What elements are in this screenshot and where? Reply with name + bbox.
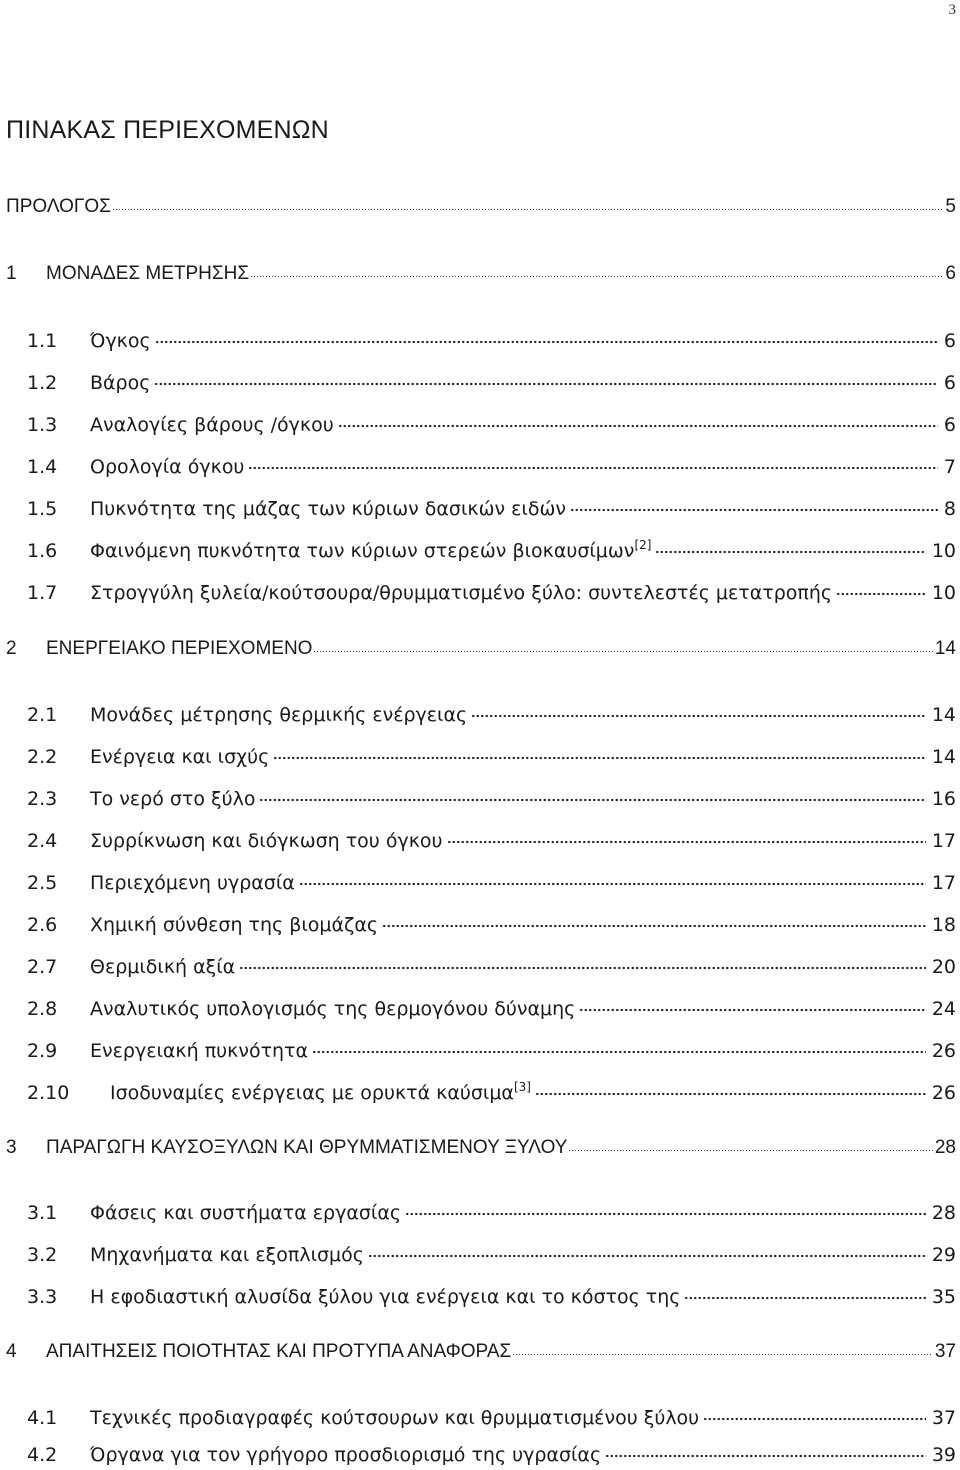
toc-entry-label [110,1082,531,1104]
toc-entry-label-text: Ισοδυναμίες ενέργειας με ορυκτά καύσιμα [110,1082,514,1104]
toc-entry-page: 18 [931,914,956,936]
toc-entry-page: 17 [931,872,956,894]
toc-entry-number: 2 [6,638,17,659]
dot-leader [405,1211,926,1217]
toc-entry-2-1[interactable] [0,692,956,726]
toc-entry-page: 6 [943,372,956,394]
toc-entry-label: Βάρος [90,372,151,394]
dot-leader [512,1353,933,1357]
toc-entry-number: 1 [6,263,17,284]
toc-chapter-3[interactable] [0,1125,956,1159]
toc-entry-page: 37 [934,1341,956,1362]
toc-entry-1-3[interactable] [0,402,956,436]
toc-entry-label: Αναλογίες βάρους /όγκου [90,414,334,436]
toc-entry-page: 14 [934,638,956,659]
toc-entry-2-10[interactable] [0,1070,956,1104]
dot-leader [250,275,943,279]
dot-leader [471,713,926,719]
toc-entry-number: 2.9 [27,1040,58,1062]
toc-title: ΠΙΝΑΚΑΣ ΠΕΡΙΕΧΟΜΕΝΩΝ [6,116,329,144]
toc-entry-2-6[interactable] [0,902,956,936]
toc-entry-number: 3 [6,1137,17,1158]
toc-entry-page: 5 [945,196,956,217]
dot-leader [605,1453,926,1459]
toc-entry-page: 10 [931,540,956,562]
toc-entry-2-3[interactable] [0,776,956,810]
toc-entry-number: 1.7 [27,582,58,604]
toc-entry-3-3[interactable] [0,1274,956,1308]
dot-leader [312,1049,926,1055]
toc-chapter-4[interactable] [0,1329,956,1363]
dot-leader [568,1149,932,1153]
toc-entry-page: 17 [931,830,956,852]
toc-entry-page: 7 [943,456,956,478]
toc-entry-3-1[interactable] [0,1190,956,1224]
toc-entry-number: 4.1 [27,1407,58,1429]
toc-entry-page: 14 [931,746,956,768]
dot-leader [112,208,944,212]
toc-entry-label [90,540,651,562]
toc-entry-1-7[interactable] [0,570,956,604]
toc-entry-number: 4 [6,1341,17,1362]
toc-entry-1-4[interactable] [0,444,956,478]
toc-entry-number: 2.3 [27,788,58,810]
toc-entry-page: 28 [934,1137,956,1158]
dot-leader [535,1091,926,1097]
dot-leader [703,1416,926,1422]
dot-leader [248,465,937,471]
dot-leader [684,1295,925,1301]
dot-leader [447,839,926,845]
citation-marker: [3] [513,1080,531,1094]
toc-entry-page: 24 [931,998,956,1020]
toc-entry-label: Ενέργεια και ισχύς [90,746,270,768]
citation-marker: [2] [634,538,652,552]
toc-entry-label: Μονάδες μέτρησης θερμικής ενέργειας [90,704,468,726]
dot-leader [154,381,938,387]
toc-entry-label: ΑΠΑΙΤΗΣΕΙΣ ΠΟΙΟΤΗΤΑΣ ΚΑΙ ΠΡΟΤΥΠΑ ΑΝΑΦΟΡΑΣ [46,1341,512,1362]
dot-leader [313,650,932,654]
dot-leader [259,797,925,803]
toc-entry-page: 6 [943,330,956,352]
toc-entry-4-1[interactable] [0,1395,956,1429]
toc-entry-number: 2.7 [27,956,58,978]
toc-entry-page: 8 [943,498,956,520]
toc-entry-label: Ορολογία όγκου [90,456,245,478]
dot-leader [368,1253,926,1259]
toc-entry-page: 35 [931,1286,956,1308]
toc-entry-number: 1.6 [27,540,58,562]
toc-entry-4-2[interactable] [0,1432,956,1466]
toc-entry-label: ΜΟΝΑΔΕΣ ΜΕΤΡΗΣΗΣ [46,263,250,284]
toc-chapter-1[interactable] [0,251,956,285]
toc-entry-1-6[interactable] [0,528,956,562]
toc-entry-label: Φάσεις και συστήματα εργασίας [90,1202,402,1224]
dot-leader [579,1007,925,1013]
toc-chapter-2[interactable] [0,626,956,660]
toc-entry-label: Συρρίκνωση και διόγκωση του όγκου [90,830,443,852]
toc-entry-number: 4.2 [27,1444,58,1466]
toc-entry-page: 20 [931,956,956,978]
toc-entry-number: 2.5 [27,872,58,894]
toc-entry-number: 1.1 [27,330,58,352]
toc-entry-2-9[interactable] [0,1028,956,1062]
toc-entry-label: Αναλυτικός υπολογισμός της θερμογόνου δύναμης [90,998,576,1020]
dot-leader [655,549,925,555]
toc-entry-label: Χημική σύνθεση της βιομάζας [90,914,378,936]
toc-entry-number: 2.1 [27,704,58,726]
toc-entry-label: ΕΝΕΡΓΕΙΑΚΟ ΠΕΡΙΕΧΟΜΕΝΟ [46,638,313,659]
toc-entry-label: Όργανα για τον γρήγορο προσδιορισμό της υγρασίας [90,1444,602,1466]
toc-entry-page: 37 [931,1407,956,1429]
toc-entry-label: Η εφοδιαστική αλυσίδα ξύλου για ενέργεια και το κόστος της [90,1286,681,1308]
toc-entry-1-2[interactable] [0,360,956,394]
toc-entry-page: 6 [943,414,956,436]
toc-entry-2-5[interactable] [0,860,956,894]
toc-entry-page: 39 [931,1444,956,1466]
toc-entry-page: 28 [931,1202,956,1224]
toc-entry-1-5[interactable] [0,486,956,520]
toc-entry-page: 26 [931,1040,956,1062]
toc-entry-label: Ενεργειακή πυκνότητα [90,1040,309,1062]
dot-leader [382,923,926,929]
toc-entry-label: Στρογγύλη ξυλεία/κούτσουρα/θρυμματισμένο ξύλο: συντελεστές μετατροπής [90,582,833,604]
toc-entry-number: 3.2 [27,1244,58,1266]
toc-entry-number: 2.8 [27,998,58,1020]
dot-leader [299,881,926,887]
toc-entry-page: 10 [931,582,956,604]
toc-entry-2-7[interactable] [0,944,956,978]
toc-entry-number: 2.4 [27,830,58,852]
toc-entry-page: 29 [931,1244,956,1266]
dot-leader [338,423,938,429]
toc-entry-number: 2.2 [27,746,58,768]
toc-entry-label: Τεχνικές προδιαγραφές κούτσουρων και θρυμματισμένου ξύλου [90,1407,700,1429]
toc-entry-label: Όγκος [90,330,151,352]
toc-entry-3-2[interactable] [0,1232,956,1266]
toc-entry-2-8[interactable] [0,986,956,1020]
toc-entry-number: 1.4 [27,456,58,478]
toc-entry-number: 1.5 [27,498,58,520]
toc-entry-label: ΠΡΟΛΟΓΟΣ [6,196,111,217]
toc-entry-number: 2.6 [27,914,58,936]
toc-entry-page: 6 [945,263,956,284]
toc-entry-label: ΠΑΡΑΓΩΓΗ ΚΑΥΣΟΞΥΛΩΝ ΚΑΙ ΘΡΥΜΜΑΤΙΣΜΕΝΟΥ ΞΥΛΟΥ [46,1137,568,1158]
toc-entry-number: 1.2 [27,372,58,394]
toc-entry-page: 14 [931,704,956,726]
toc-entry-2-2[interactable] [0,734,956,768]
toc-entry-1-1[interactable] [0,318,956,352]
toc-entry-label: Θερμιδική αξία [90,956,236,978]
dot-leader [570,507,938,513]
toc-entry-number: 3.1 [27,1202,58,1224]
toc-entry-label-text: Φαινόμενη πυκνότητα των κύριων στερεών βιοκαυσίμων [90,540,635,562]
toc-entry-label: Μηχανήματα και εξοπλισμός [90,1244,364,1266]
dot-leader [836,591,926,597]
toc-entry-label: Περιεχόμενη υγρασία [90,872,295,894]
toc-entry-label: Το νερό στο ξύλο [90,788,256,810]
toc-entry-page: 26 [931,1082,956,1104]
page-number: 3 [948,2,956,18]
toc-entry-number: 2.10 [27,1082,70,1104]
dot-leader [155,339,938,345]
dot-leader [239,965,926,971]
toc-entry-page: 16 [931,788,956,810]
toc-entry-2-4[interactable] [0,818,956,852]
toc-entry-prologue[interactable] [0,184,956,218]
toc-entry-label: Πυκνότητα της μάζας των κύριων δασικών ειδών [90,498,567,520]
toc-entry-number: 1.3 [27,414,58,436]
toc-entry-number: 3.3 [27,1286,58,1308]
dot-leader [273,755,926,761]
